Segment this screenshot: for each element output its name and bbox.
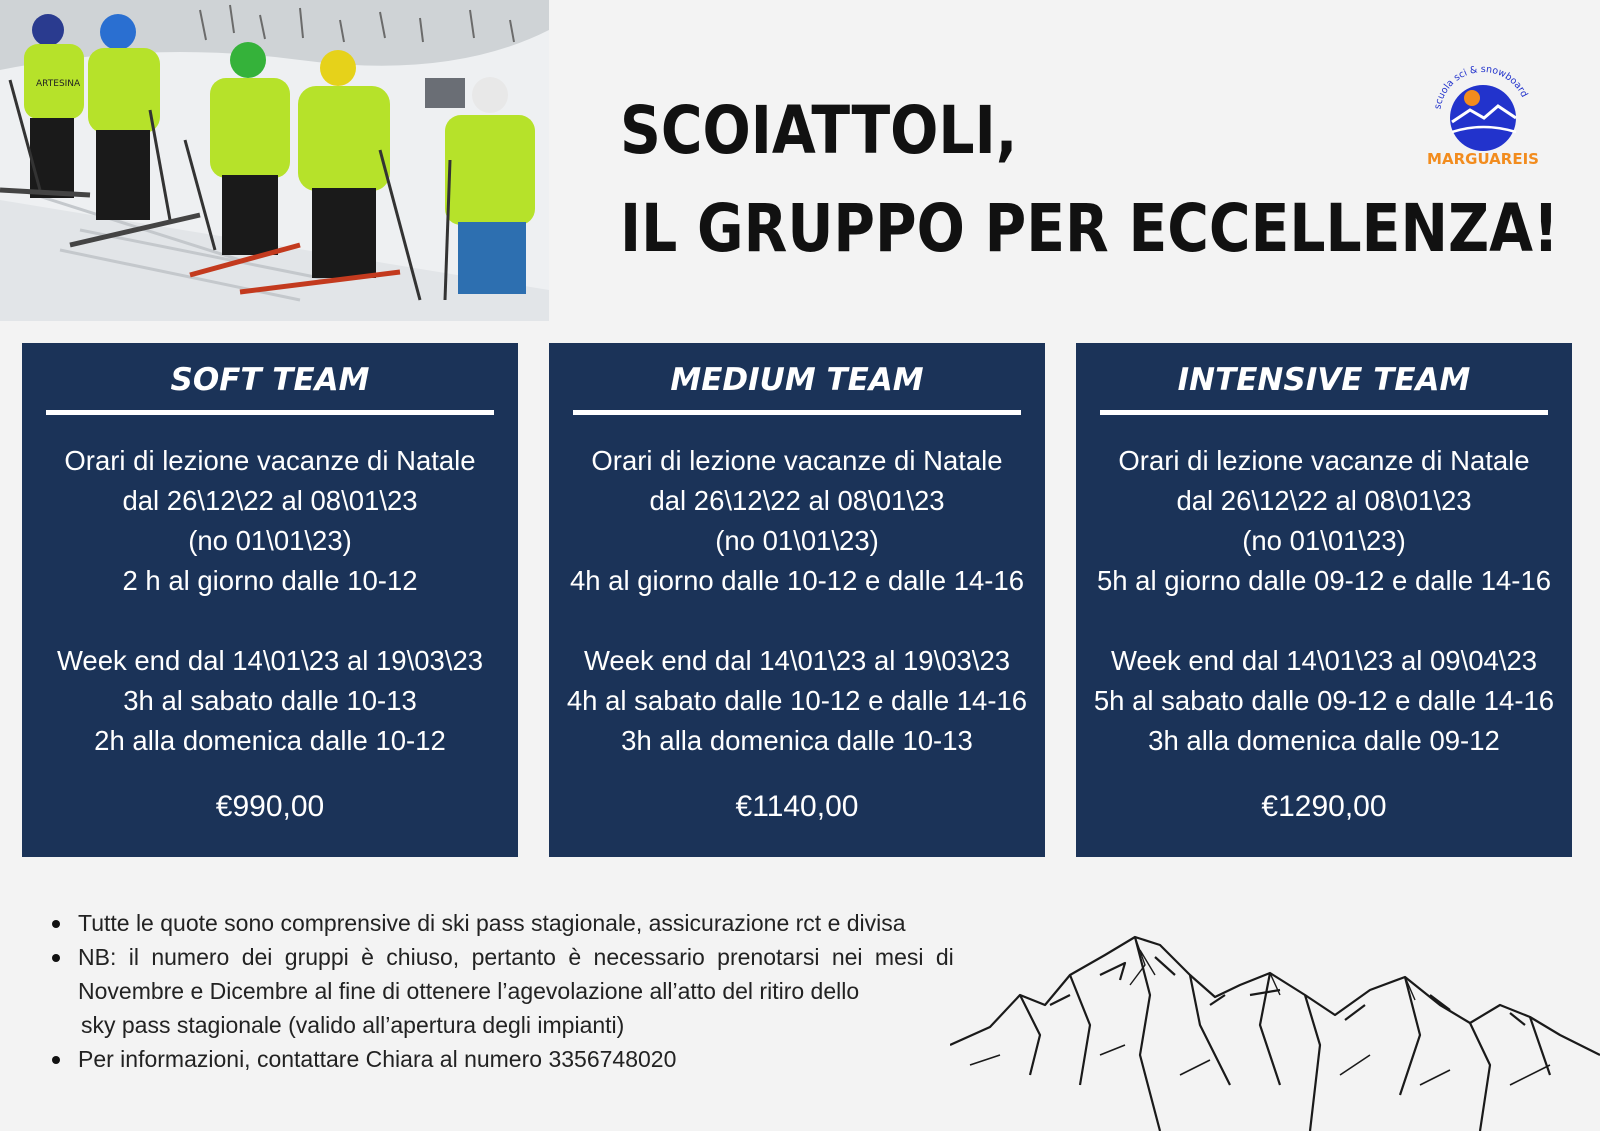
note-line: Novembre e Dicembre al fine di ottenere l’agevolazione all’atto del ritiro dello bbox=[78, 978, 860, 1004]
schedule-line: 5h al sabato dalle 09-12 e dalle 14-16 bbox=[1093, 685, 1555, 716]
schedule-line: Week end dal 14\01\23 al 19\03\23 bbox=[56, 645, 484, 676]
schedule-line: dal 26\12\22 al 08\01\23 bbox=[1176, 485, 1472, 516]
card-schedule bbox=[1076, 441, 1572, 761]
card-divider bbox=[1100, 410, 1548, 415]
notes-list bbox=[48, 906, 1003, 1076]
card-schedule bbox=[549, 441, 1045, 761]
schedule-line: 3h alla domenica dalle 09-12 bbox=[1148, 725, 1500, 756]
schedule-line: 3h alla domenica dalle 10-13 bbox=[621, 725, 973, 756]
schedule-gap bbox=[1076, 601, 1572, 641]
headline-line-1: SCOIATTOLI, bbox=[620, 92, 1018, 169]
schedule-line: (no 01\01\23) bbox=[715, 525, 879, 556]
card-price: €990,00 bbox=[215, 790, 325, 823]
schedule-line: Week end dal 14\01\23 al 19\03\23 bbox=[583, 645, 1011, 676]
logo-name: MARGUAREIS bbox=[1428, 150, 1538, 168]
mountains-illustration bbox=[950, 935, 1600, 1131]
schedule-line: 4h al giorno dalle 10-12 e dalle 14-16 bbox=[569, 565, 1025, 596]
schedule-line: dal 26\12\22 al 08\01\23 bbox=[649, 485, 945, 516]
schedule-line: 4h al sabato dalle 10-12 e dalle 14-16 bbox=[566, 685, 1028, 716]
header-photo bbox=[0, 0, 549, 321]
card-title: INTENSIVE TEAM bbox=[1177, 362, 1471, 398]
headline-line-2: IL GRUPPO PER ECCELLENZA! bbox=[620, 190, 1559, 267]
card-medium-team bbox=[549, 343, 1045, 857]
card-soft-team bbox=[22, 343, 518, 857]
schedule-line: 2 h al giorno dalle 10-12 bbox=[122, 565, 418, 596]
schedule-line: 3h al sabato dalle 10-13 bbox=[123, 685, 417, 716]
note-line: NB: il numero dei gruppi è chiuso, pertanto è necessario prenotarsi nei mesi di bbox=[78, 944, 954, 970]
card-divider bbox=[573, 410, 1021, 415]
school-logo bbox=[1428, 60, 1538, 170]
card-price: €1140,00 bbox=[735, 790, 859, 823]
card-intensive-team bbox=[1076, 343, 1572, 857]
schedule-gap bbox=[549, 601, 1045, 641]
schedule-line: 2h alla domenica dalle 10-12 bbox=[94, 725, 446, 756]
schedule-line: Orari di lezione vacanze di Natale bbox=[591, 445, 1003, 476]
note-item bbox=[48, 940, 1003, 1042]
schedule-line: dal 26\12\22 al 08\01\23 bbox=[122, 485, 418, 516]
note-item: Per informazioni, contattare Chiara al numero 3356748020 bbox=[48, 1042, 1003, 1076]
schedule-line: (no 01\01\23) bbox=[188, 525, 352, 556]
schedule-line: Orari di lezione vacanze di Natale bbox=[64, 445, 476, 476]
note-line: sky pass stagionale (valido all’apertura degli impianti) bbox=[81, 1012, 625, 1038]
schedule-line: (no 01\01\23) bbox=[1242, 525, 1406, 556]
schedule-line: Week end dal 14\01\23 al 09\04\23 bbox=[1110, 645, 1538, 676]
schedule-line: 5h al giorno dalle 09-12 e dalle 14-16 bbox=[1096, 565, 1552, 596]
logo-arc-text: scuola sci & snowboard bbox=[1432, 63, 1530, 111]
card-title: SOFT TEAM bbox=[170, 362, 370, 398]
card-divider bbox=[46, 410, 494, 415]
schedule-gap bbox=[22, 601, 518, 641]
card-title: MEDIUM TEAM bbox=[670, 362, 924, 398]
card-schedule bbox=[22, 441, 518, 761]
jacket-label: ARTESINA bbox=[36, 79, 81, 89]
card-price: €1290,00 bbox=[1261, 790, 1387, 823]
schedule-line: Orari di lezione vacanze di Natale bbox=[1118, 445, 1530, 476]
note-item: Tutte le quote sono comprensive di ski pass stagionale, assicurazione rct e divisa bbox=[48, 906, 1003, 940]
